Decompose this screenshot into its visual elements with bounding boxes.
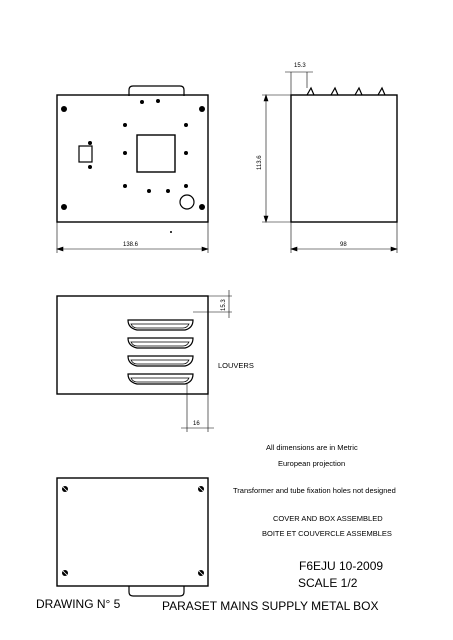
drawing-number: DRAWING N° 5 bbox=[36, 597, 121, 611]
drawing-title: PARASET MAINS SUPPLY METAL BOX bbox=[162, 599, 379, 613]
bottom-view bbox=[57, 478, 208, 596]
note-assembled-fr: BOITE ET COUVERCLE ASSEMBLES bbox=[262, 529, 392, 538]
louver-view bbox=[57, 296, 208, 394]
side-dimensions bbox=[262, 72, 397, 253]
side-view bbox=[291, 88, 397, 222]
louvers-label: LOUVERS bbox=[218, 361, 254, 370]
louver-offset-dimension: 16 bbox=[193, 421, 200, 427]
note-assembled-en: COVER AND BOX ASSEMBLED bbox=[273, 514, 383, 523]
note-fixation-holes: Transformer and tube fixation holes not designed bbox=[233, 486, 396, 495]
note-metric: All dimensions are in Metric bbox=[266, 443, 358, 452]
bottom-view-screws bbox=[62, 486, 204, 576]
front-width-dimension: 138.6 bbox=[123, 242, 139, 248]
note-projection: European projection bbox=[278, 459, 346, 468]
louver-pitch-dimension: 15.3 bbox=[221, 299, 227, 311]
author-date: F6EJU 10-2009 bbox=[299, 559, 384, 573]
front-height-dimension: 113.6 bbox=[257, 155, 263, 170]
front-view-holes bbox=[61, 99, 205, 233]
side-tab-dimension: 15.3 bbox=[294, 63, 306, 69]
scale-label: SCALE 1/2 bbox=[298, 576, 358, 590]
side-width-dimension: 98 bbox=[340, 242, 347, 248]
front-dimensions bbox=[57, 222, 208, 253]
